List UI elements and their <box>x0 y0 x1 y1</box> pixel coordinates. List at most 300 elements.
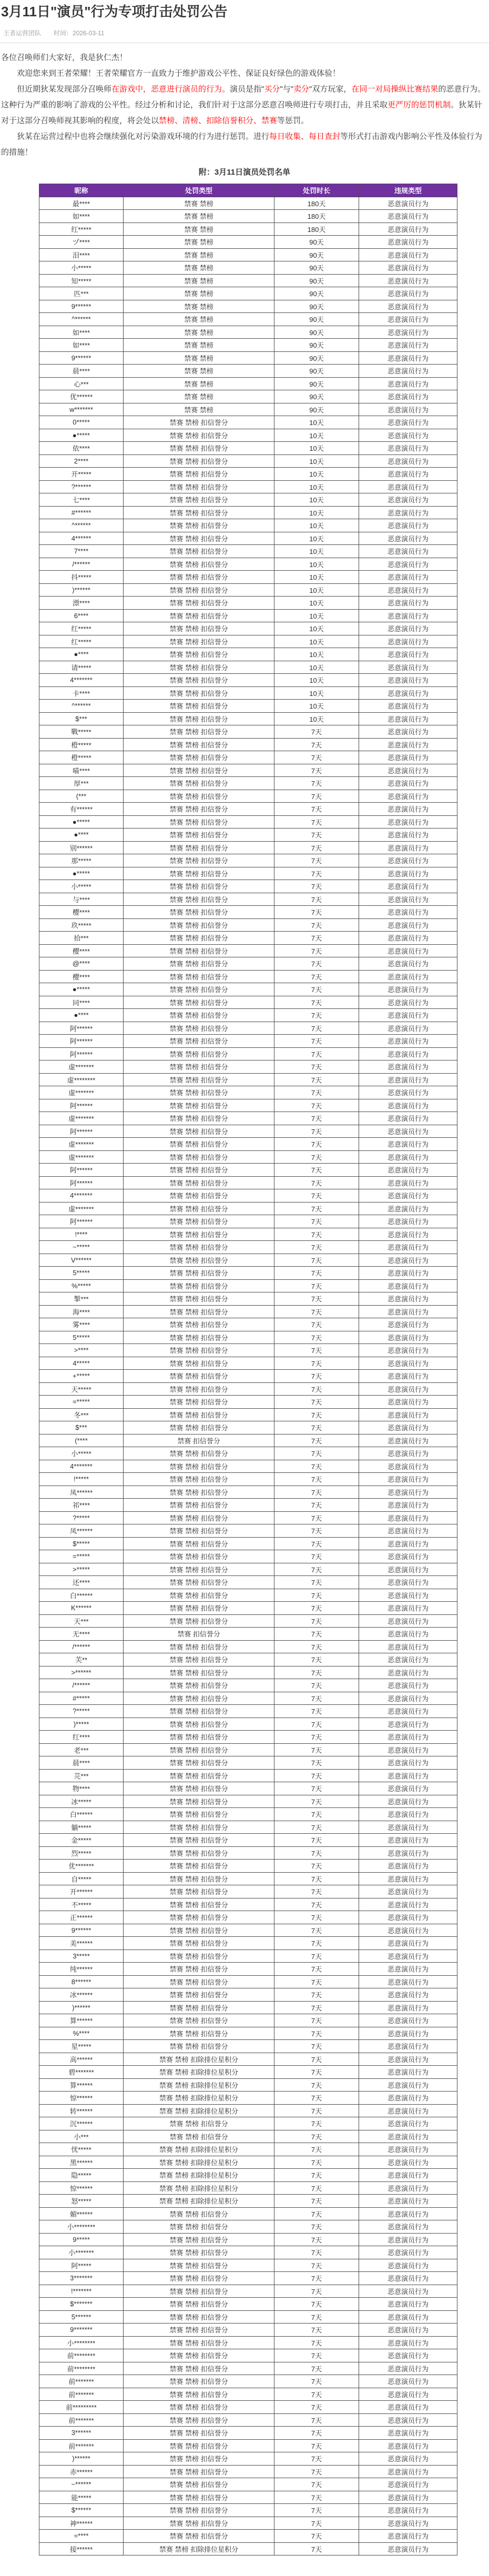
violation-type-cell: 恶意演员行为 <box>359 2375 457 2388</box>
nickname-cell: 知***** <box>39 274 124 287</box>
violation-type-cell: 恶意演员行为 <box>359 2439 457 2452</box>
nickname-cell: !***** <box>39 1473 124 1486</box>
duration-cell: 7天 <box>274 1047 359 1060</box>
punish-type-cell: 禁赛 禁榜 扣信誉分 <box>124 2233 274 2246</box>
violation-type-cell: 恶意演员行为 <box>359 2491 457 2504</box>
table-row <box>39 996 457 1009</box>
duration-cell: 90天 <box>274 339 359 352</box>
nickname-cell: %***** <box>39 1279 124 1292</box>
table-row <box>39 506 457 519</box>
punish-type-cell: 禁赛 禁榜 扣信誉分 <box>124 622 274 635</box>
violation-type-cell: 恶意演员行为 <box>359 1937 457 1950</box>
nickname-cell: 阿****** <box>39 1022 124 1035</box>
nickname-cell: 玖***** <box>39 918 124 932</box>
punish-type-cell: 禁赛 禁榜 扣信誉分 <box>124 2285 274 2298</box>
nickname-cell: 漂**** <box>39 597 124 610</box>
announcement-page <box>0 3 489 2555</box>
duration-cell: 90天 <box>274 390 359 403</box>
duration-cell: 7天 <box>274 996 359 1009</box>
nickname-cell: 惊****** <box>39 2092 124 2105</box>
violation-type-cell: 恶意演员行为 <box>359 2053 457 2066</box>
table-row <box>39 2310 457 2324</box>
violation-type-cell: 恶意演员行为 <box>359 1241 457 1254</box>
violation-type-cell: 恶意演员行为 <box>359 365 457 378</box>
violation-type-cell: 恶意演员行为 <box>359 416 457 429</box>
punish-type-cell: 禁赛 禁榜 扣信誉分 <box>124 2413 274 2427</box>
punish-type-cell: 禁赛 禁榜 扣信誉分 <box>124 1396 274 1409</box>
table-row <box>39 2517 457 2530</box>
nickname-cell: 卡**** <box>39 686 124 700</box>
duration-cell: 7天 <box>274 2001 359 2014</box>
violation-type-cell: 恶意演员行为 <box>359 1988 457 2002</box>
nickname-cell: 阿****** <box>39 1125 124 1138</box>
violation-type-cell: 恶意演员行为 <box>359 583 457 597</box>
nickname-cell: 3***** <box>39 1949 124 1963</box>
violation-type-cell: 恶意演员行为 <box>359 1795 457 1808</box>
violation-type-cell: 恶意演员行为 <box>359 2246 457 2259</box>
punish-type-cell: 禁赛 禁榜 <box>124 236 274 249</box>
violation-type-cell: 恶意演员行为 <box>359 2195 457 2208</box>
punish-type-cell: 禁赛 禁榜 扣信誉分 <box>124 1241 274 1254</box>
violation-type-cell: 恶意演员行为 <box>359 1022 457 1035</box>
punish-type-cell: 禁赛 禁榜 扣信誉分 <box>124 571 274 584</box>
nickname-cell: !**** <box>39 1228 124 1241</box>
punish-type-cell: 禁赛 禁榜 扣信誉分 <box>124 738 274 751</box>
nickname-cell: 开***** <box>39 468 124 481</box>
punish-type-cell: 禁赛 禁榜 扣信誉分 <box>124 661 274 674</box>
paragraph <box>1 50 488 66</box>
nickname-cell: 前******* <box>39 2439 124 2452</box>
nickname-cell: 冬*** <box>39 1408 124 1421</box>
table-row <box>39 2246 457 2259</box>
violation-type-cell: 恶意演员行为 <box>359 996 457 1009</box>
duration-cell: 7天 <box>274 777 359 790</box>
table-row <box>39 2504 457 2517</box>
duration-cell: 10天 <box>274 700 359 713</box>
duration-cell: 7天 <box>274 1821 359 1834</box>
table-row <box>39 1047 457 1060</box>
duration-cell: 7天 <box>274 2388 359 2401</box>
duration-cell: 90天 <box>274 248 359 261</box>
table-row <box>39 274 457 287</box>
violation-type-cell: 恶意演员行为 <box>359 1666 457 1679</box>
table-row <box>39 1846 457 1860</box>
duration-cell: 7天 <box>274 1138 359 1151</box>
nickname-cell: 那***** <box>39 854 124 867</box>
body-text: "与" <box>280 85 294 94</box>
violation-type-cell: 恶意演员行为 <box>359 1537 457 1550</box>
duration-cell: 7天 <box>274 1795 359 1808</box>
duration-cell: 7天 <box>274 764 359 777</box>
table-row <box>39 403 457 416</box>
table-row <box>39 1292 457 1306</box>
violation-type-cell: 恶意演员行为 <box>359 2285 457 2298</box>
table-row <box>39 661 457 674</box>
nickname-cell: =**** <box>39 2530 124 2543</box>
duration-cell: 7天 <box>274 1447 359 1460</box>
punish-type-cell: 禁赛 禁榜 扣信誉分 <box>124 2452 274 2466</box>
nickname-cell: 0***** <box>39 416 124 429</box>
violation-type-cell: 恶意演员行为 <box>359 1112 457 1125</box>
violation-type-cell: 恶意演员行为 <box>359 1073 457 1086</box>
punish-type-cell: 禁赛 禁榜 扣信誉分 <box>124 1112 274 1125</box>
violation-type-cell: 恶意演员行为 <box>359 622 457 635</box>
punish-type-cell: 禁赛 禁榜 扣信誉分 <box>124 2040 274 2053</box>
violation-type-cell: 恶意演员行为 <box>359 326 457 339</box>
punish-type-cell: 禁赛 禁榜 <box>124 377 274 390</box>
violation-type-cell: 恶意演员行为 <box>359 1460 457 1473</box>
nickname-cell: 与**** <box>39 893 124 906</box>
duration-cell: 7天 <box>274 2542 359 2555</box>
table-row <box>39 2298 457 2311</box>
violation-type-cell: 恶意演员行为 <box>359 2388 457 2401</box>
duration-cell: 7天 <box>274 1176 359 1189</box>
nickname-cell: 樱**** <box>39 970 124 983</box>
table-row <box>39 777 457 790</box>
violation-type-cell: 恶意演员行为 <box>359 532 457 545</box>
punish-type-cell: 禁赛 禁榜 扣信誉分 <box>124 532 274 545</box>
punish-type-cell: 禁赛 禁榜 扣信誉分 <box>124 2375 274 2388</box>
duration-cell: 7天 <box>274 2272 359 2285</box>
duration-cell: 7天 <box>274 1460 359 1473</box>
punish-type-cell: 禁赛 禁榜 扣信誉分 <box>124 1769 274 1782</box>
punish-type-cell: 禁赛 禁榜 扣信誉分 <box>124 790 274 803</box>
table-row <box>39 1731 457 1744</box>
nickname-cell: 小*** <box>39 2130 124 2143</box>
punish-type-cell: 禁赛 禁榜 扣信誉分 <box>124 480 274 493</box>
body-text: 等形式打击游戏内影响公平性及体验行为的措施！ <box>1 132 483 157</box>
punish-type-cell: 禁赛 禁榜 扣信誉分 <box>124 2465 274 2478</box>
violation-type-cell: 恶意演员行为 <box>359 1473 457 1486</box>
nickname-cell: 天*** <box>39 1614 124 1628</box>
punish-type-cell: 禁赛 禁榜 扣信誉分 <box>124 674 274 687</box>
nickname-cell: 戰***** <box>39 725 124 739</box>
duration-cell: 7天 <box>274 2465 359 2478</box>
duration-cell: 7天 <box>274 1241 359 1254</box>
table-row <box>39 1073 457 1086</box>
duration-cell: 10天 <box>274 571 359 584</box>
punish-type-cell: 禁赛 禁榜 扣信誉分 <box>124 1885 274 1898</box>
punish-type-cell: 禁赛 禁榜 扣信誉分 <box>124 1150 274 1164</box>
violation-type-cell: 恶意演员行为 <box>359 1499 457 1512</box>
punish-type-cell: 禁赛 禁榜 扣信誉分 <box>124 751 274 764</box>
nickname-cell: 3****** <box>39 2427 124 2440</box>
punish-type-cell: 禁赛 禁榜 扣除排位星积分 <box>124 2542 274 2555</box>
nickname-cell: $***** <box>39 1537 124 1550</box>
nickname-cell: 前******* <box>39 2388 124 2401</box>
duration-cell: 7天 <box>274 932 359 945</box>
nickname-cell: /****** <box>39 558 124 571</box>
duration-cell: 7天 <box>274 1331 359 1344</box>
nickname-cell: 9******* <box>39 2324 124 2337</box>
table-row <box>39 1834 457 1847</box>
highlight-red-text: 更严厉的惩罚机制 <box>388 100 451 109</box>
punish-type-cell: 禁赛 禁榜 扣信誉分 <box>124 1821 274 1834</box>
nickname-cell: 小***** <box>39 261 124 275</box>
duration-cell: 90天 <box>274 326 359 339</box>
punish-type-cell: 禁赛 禁榜 扣信誉分 <box>124 1666 274 1679</box>
table-row <box>39 1473 457 1486</box>
nickname-cell: 开****** <box>39 1885 124 1898</box>
duration-cell: 7天 <box>274 1653 359 1666</box>
duration-cell: 10天 <box>274 454 359 468</box>
punish-type-cell: 禁赛 禁榜 扣信誉分 <box>124 1975 274 1988</box>
nickname-cell: %**** <box>39 2027 124 2040</box>
duration-cell: 7天 <box>274 1408 359 1421</box>
duration-cell: 7天 <box>274 2259 359 2272</box>
duration-cell: 7天 <box>274 944 359 957</box>
punish-type-cell: 禁赛 禁榜 扣信誉分 <box>124 2401 274 2414</box>
nickname-cell: 9***** <box>39 2233 124 2246</box>
nickname-cell: 怒***** <box>39 2195 124 2208</box>
table-row <box>39 2104 457 2117</box>
table-row <box>39 1382 457 1396</box>
table-row <box>39 2427 457 2440</box>
nickname-cell: 阿****** <box>39 1047 124 1060</box>
duration-cell: 7天 <box>274 2130 359 2143</box>
violation-type-cell: 恶意演员行为 <box>359 1305 457 1318</box>
nickname-cell: ^****** <box>39 519 124 532</box>
violation-type-cell: 恶意演员行为 <box>359 2349 457 2362</box>
violation-type-cell: 恶意演员行为 <box>359 1254 457 1267</box>
nickname-cell: 前******* <box>39 2375 124 2388</box>
duration-cell: 7天 <box>274 1060 359 1074</box>
nickname-cell: 白****** <box>39 1589 124 1602</box>
body-text: 但近期狄某发现部分召唤师 <box>17 85 112 94</box>
punish-type-cell: 禁赛 禁榜 扣信誉分 <box>124 777 274 790</box>
punish-type-cell: 禁赛 禁榜 扣信誉分 <box>124 2517 274 2530</box>
table-row <box>39 1228 457 1241</box>
duration-cell: 7天 <box>274 867 359 880</box>
duration-cell: 7天 <box>274 1718 359 1731</box>
table-row <box>39 2143 457 2156</box>
nickname-cell: 高****** <box>39 2053 124 2066</box>
violation-type-cell: 恶意演员行为 <box>359 1447 457 1460</box>
nickname-cell: 泪**** <box>39 248 124 261</box>
violation-type-cell: 恶意演员行为 <box>359 1808 457 1821</box>
table-row <box>39 2413 457 2427</box>
punish-type-cell: 禁赛 禁榜 扣信誉分 <box>124 944 274 957</box>
table-row <box>39 2220 457 2234</box>
violation-type-cell: 恶意演员行为 <box>359 1189 457 1203</box>
nickname-cell: 美****** <box>39 1937 124 1950</box>
table-row <box>39 2478 457 2491</box>
violation-type-cell: 恶意演员行为 <box>359 1911 457 1924</box>
punish-type-cell: 禁赛 禁榜 扣信誉分 <box>124 545 274 558</box>
duration-cell: 7天 <box>274 1537 359 1550</box>
duration-cell: 7天 <box>274 1705 359 1718</box>
nickname-cell: ●***** <box>39 983 124 996</box>
table-row <box>39 2272 457 2285</box>
duration-cell: 10天 <box>274 493 359 507</box>
table-row <box>39 2233 457 2246</box>
violation-type-cell: 恶意演员行为 <box>359 1292 457 1306</box>
violation-type-cell: 恶意演员行为 <box>359 829 457 842</box>
violation-type-cell: 恶意演员行为 <box>359 1692 457 1705</box>
nickname-cell: 红***** <box>39 635 124 648</box>
duration-cell: 7天 <box>274 1628 359 1641</box>
body-text: 的恶意行为。这种行为严重的影响了游戏的公平性。经过分析和讨论，我们针对于这部分恶意召唤师进行专项打击，并且采取 <box>1 85 486 109</box>
nickname-cell: 自***** <box>39 1872 124 1885</box>
duration-cell: 90天 <box>274 403 359 416</box>
duration-cell: 7天 <box>274 2233 359 2246</box>
nickname-cell: 虚******* <box>39 1112 124 1125</box>
duration-cell: 7天 <box>274 1872 359 1885</box>
table-row <box>39 2066 457 2079</box>
punish-type-cell: 禁赛 禁榜 扣信誉分 <box>124 1640 274 1653</box>
nickname-cell: 阿****** <box>39 1164 124 1177</box>
punish-type-cell: 禁赛 禁榜 扣信誉分 <box>124 2220 274 2234</box>
punish-type-cell: 禁赛 禁榜 扣信誉分 <box>124 1267 274 1280</box>
table-row <box>39 932 457 945</box>
duration-cell: 7天 <box>274 2530 359 2543</box>
punish-type-cell: 禁赛 禁榜 <box>124 403 274 416</box>
violation-type-cell: 恶意演员行为 <box>359 1743 457 1756</box>
nickname-cell: 赤****** <box>39 2465 124 2478</box>
violation-type-cell: 恶意演员行为 <box>359 351 457 365</box>
duration-cell: 10天 <box>274 661 359 674</box>
table-row <box>39 1885 457 1898</box>
punish-type-cell: 禁赛 禁榜 扣信誉分 <box>124 1421 274 1435</box>
duration-cell: 7天 <box>274 1589 359 1602</box>
violation-type-cell: 恶意演员行为 <box>359 609 457 622</box>
duration-cell: 7天 <box>274 1486 359 1499</box>
duration-cell: 7天 <box>274 1885 359 1898</box>
punish-type-cell: 禁赛 禁榜 扣信誉分 <box>124 1963 274 1976</box>
duration-cell: 7天 <box>274 1782 359 1795</box>
table-row <box>39 300 457 313</box>
duration-cell: 7天 <box>274 957 359 971</box>
col-header-violation-type: 违规类型 <box>359 184 457 197</box>
table-row <box>39 2375 457 2388</box>
violation-type-cell: 恶意演员行为 <box>359 2143 457 2156</box>
table-row <box>39 1782 457 1795</box>
violation-type-cell: 恶意演员行为 <box>359 1060 457 1074</box>
table-row <box>39 2130 457 2143</box>
punish-type-cell: 禁赛 禁榜 扣信誉分 <box>124 1022 274 1035</box>
table-row <box>39 1421 457 1435</box>
punishment-table-body <box>39 197 457 2555</box>
table-row <box>39 957 457 971</box>
punish-type-cell: 禁赛 禁榜 扣信誉分 <box>124 2207 274 2220</box>
table-row <box>39 416 457 429</box>
nickname-cell: ~****** <box>39 2478 124 2491</box>
table-row <box>39 1138 457 1151</box>
punish-type-cell: 禁赛 禁榜 扣信誉分 <box>124 2001 274 2014</box>
punish-type-cell: 禁赛 禁榜 <box>124 261 274 275</box>
punish-type-cell: 禁赛 禁榜 扣信誉分 <box>124 1099 274 1112</box>
table-row <box>39 1653 457 1666</box>
punish-type-cell: 禁赛 禁榜 扣信誉分 <box>124 1924 274 1937</box>
nickname-cell: ~***** <box>39 1241 124 1254</box>
table-row <box>39 725 457 739</box>
violation-type-cell: 恶意演员行为 <box>359 2504 457 2517</box>
violation-type-cell: 恶意演员行为 <box>359 2272 457 2285</box>
table-row <box>39 622 457 635</box>
table-row <box>39 1924 457 1937</box>
punish-type-cell: 禁赛 禁榜 扣信誉分 <box>124 725 274 739</box>
nickname-cell: 虚******** <box>39 1073 124 1086</box>
table-row <box>39 248 457 261</box>
punish-type-cell: 禁赛 禁榜 扣除排位星积分 <box>124 2181 274 2195</box>
nickname-cell: 5****** <box>39 2310 124 2324</box>
duration-cell: 7天 <box>274 1254 359 1267</box>
punish-type-cell: 禁赛 禁榜 扣除排位星积分 <box>124 2053 274 2066</box>
duration-cell: 10天 <box>274 545 359 558</box>
nickname-cell: 掣*** <box>39 1292 124 1306</box>
punish-type-cell: 禁赛 禁榜 <box>124 365 274 378</box>
duration-cell: 10天 <box>274 583 359 597</box>
violation-type-cell: 恶意演员行为 <box>359 1511 457 1524</box>
nickname-cell: 红***** <box>39 622 124 635</box>
table-row <box>39 1112 457 1125</box>
duration-cell: 10天 <box>274 635 359 648</box>
violation-type-cell: 恶意演员行为 <box>359 1125 457 1138</box>
punish-type-cell: 禁赛 禁榜 扣信誉分 <box>124 2530 274 2543</box>
violation-type-cell: 恶意演员行为 <box>359 1228 457 1241</box>
duration-cell: 7天 <box>274 2195 359 2208</box>
duration-cell: 10天 <box>274 674 359 687</box>
table-row <box>39 1215 457 1228</box>
nickname-cell: 烈***** <box>39 1846 124 1860</box>
table-row <box>39 867 457 880</box>
table-row <box>39 313 457 326</box>
violation-type-cell: 恶意演员行为 <box>359 803 457 816</box>
nickname-cell: ?****** <box>39 480 124 493</box>
duration-cell: 7天 <box>274 1524 359 1538</box>
violation-type-cell: 恶意演员行为 <box>359 2027 457 2040</box>
violation-type-cell: 恶意演员行为 <box>359 957 457 971</box>
paragraph <box>1 82 488 129</box>
punish-type-cell: 禁赛 禁榜 扣信誉分 <box>124 442 274 455</box>
violation-type-cell: 恶意演员行为 <box>359 558 457 571</box>
table-row <box>39 686 457 700</box>
violation-type-cell: 恶意演员行为 <box>359 2530 457 2543</box>
duration-cell: 7天 <box>274 2220 359 2234</box>
violation-type-cell: 恶意演员行为 <box>359 674 457 687</box>
nickname-cell: 樱**** <box>39 906 124 919</box>
violation-type-cell: 恶意演员行为 <box>359 1047 457 1060</box>
nickname-cell: 七**** <box>39 493 124 507</box>
punish-type-cell: 禁赛 禁榜 扣信誉分 <box>124 583 274 597</box>
nickname-cell: 纯****** <box>39 1963 124 1976</box>
violation-type-cell: 恶意演员行为 <box>359 2452 457 2466</box>
duration-cell: 7天 <box>274 790 359 803</box>
body-text: "双方玩家， <box>309 85 352 94</box>
nickname-cell: 如**** <box>39 339 124 352</box>
nickname-cell: 同**** <box>39 996 124 1009</box>
punish-type-cell: 禁赛 禁榜 扣信誉分 <box>124 597 274 610</box>
nickname-cell: 阿****** <box>39 1099 124 1112</box>
table-row <box>39 1344 457 1357</box>
punish-type-cell: 禁赛 禁榜 扣信誉分 <box>124 867 274 880</box>
nickname-cell: 星***** <box>39 2040 124 2053</box>
table-row <box>39 1860 457 1873</box>
duration-cell: 90天 <box>274 351 359 365</box>
nickname-cell: 海**** <box>39 1305 124 1318</box>
violation-type-cell: 恶意演员行为 <box>359 248 457 261</box>
duration-cell: 10天 <box>274 429 359 442</box>
violation-type-cell: 恶意演员行为 <box>359 2040 457 2053</box>
violation-type-cell: 恶意演员行为 <box>359 2066 457 2079</box>
table-row <box>39 1279 457 1292</box>
violation-type-cell: 恶意演员行为 <box>359 2362 457 2375</box>
nickname-cell: #****** <box>39 506 124 519</box>
table-row <box>39 944 457 957</box>
table-row <box>39 1022 457 1035</box>
nickname-cell: 能***** <box>39 2491 124 2504</box>
punish-type-cell: 禁赛 禁榜 扣信誉分 <box>124 1692 274 1705</box>
